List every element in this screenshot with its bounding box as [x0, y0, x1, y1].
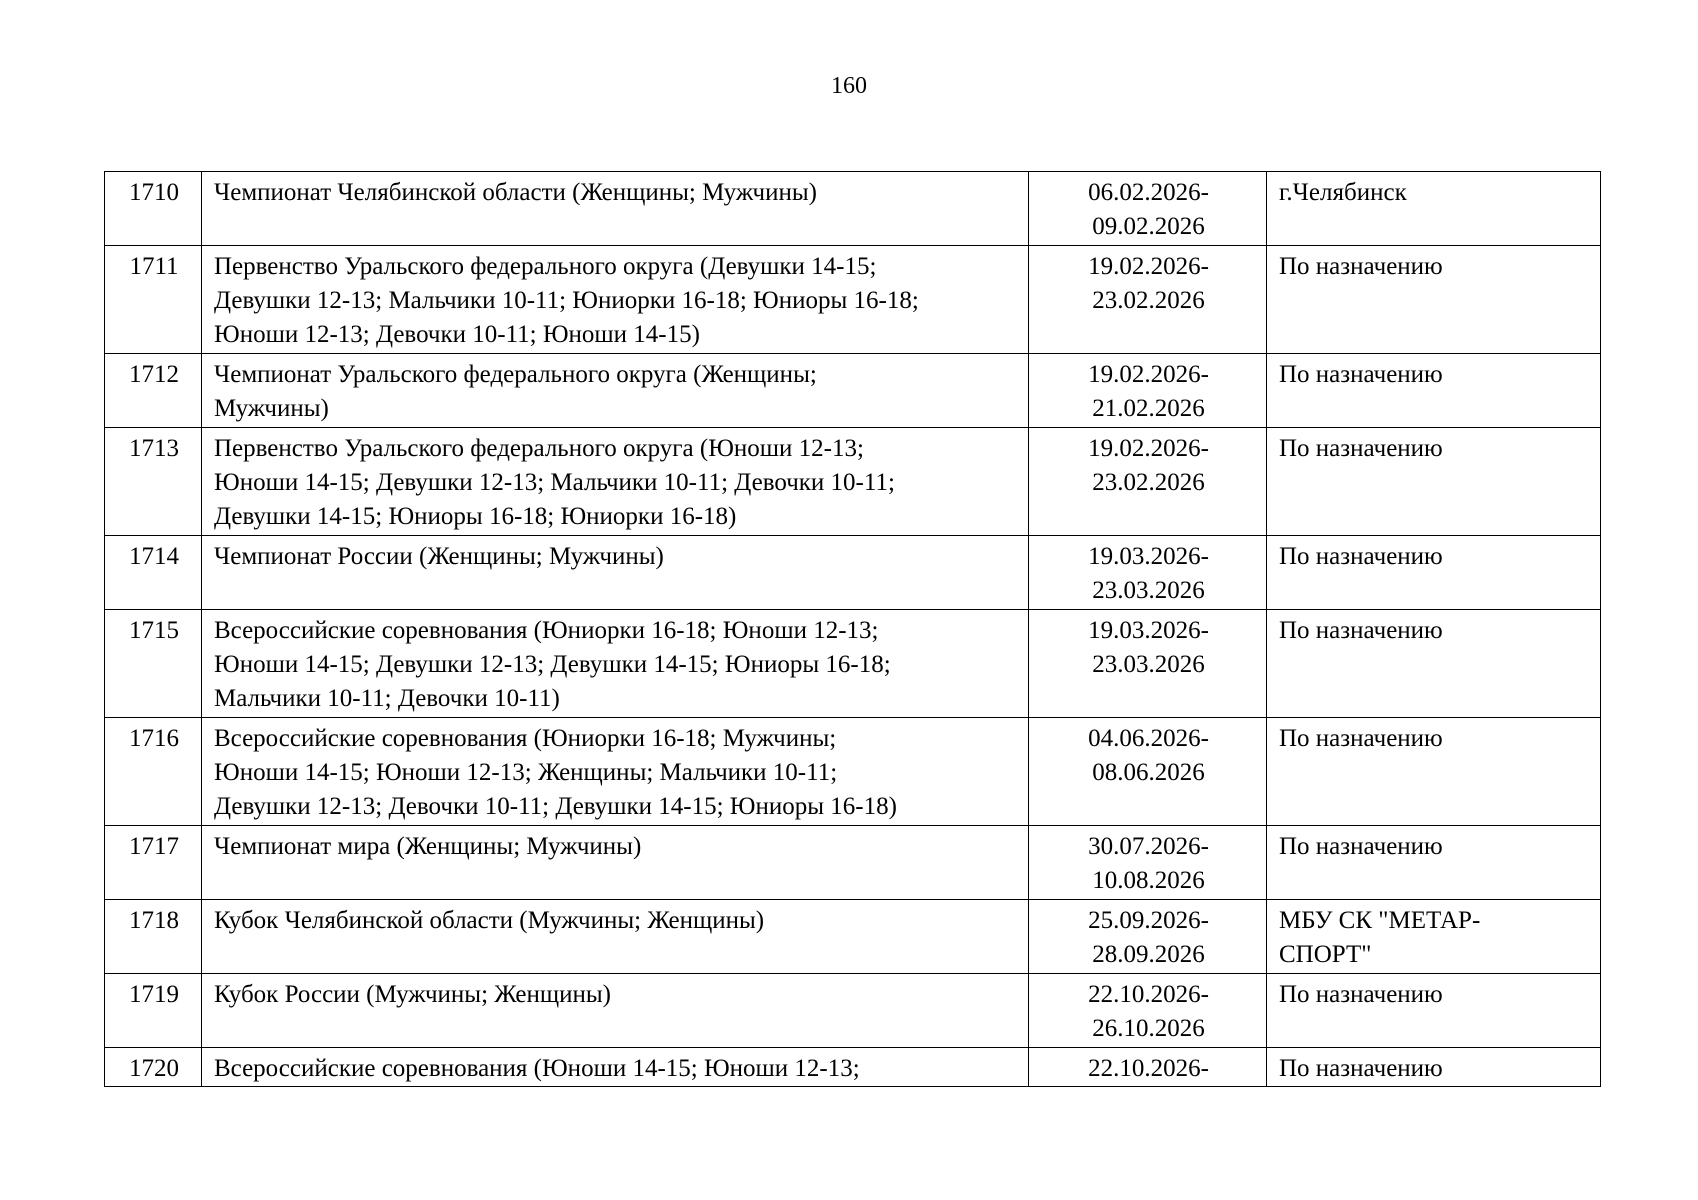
event-place-line: По назначению	[1279, 435, 1443, 462]
event-dates-line: 06.02.2026-	[1088, 179, 1209, 206]
table-row	[105, 974, 1601, 1048]
event-place	[1267, 354, 1601, 428]
event-dates	[1029, 246, 1267, 354]
event-name-line: Чемпионат мира (Женщины; Мужчины)	[214, 833, 642, 860]
event-number: 1717	[105, 826, 202, 900]
event-place-line: По назначению	[1279, 725, 1443, 752]
event-dates	[1029, 974, 1267, 1048]
event-number: 1715	[105, 610, 202, 718]
event-dates-line: 30.07.2026-	[1088, 833, 1209, 860]
event-dates	[1029, 536, 1267, 610]
event-name-line: Юноши 14-15; Юноши 12-13; Женщины; Мальчики 10-11;	[214, 759, 838, 786]
event-name	[202, 354, 1029, 428]
event-number: 1719	[105, 974, 202, 1048]
events-table	[104, 171, 1601, 1087]
event-dates	[1029, 172, 1267, 246]
event-place-line: г.Челябинск	[1279, 179, 1407, 206]
event-place	[1267, 536, 1601, 610]
event-dates-line: 19.02.2026-	[1088, 435, 1209, 462]
event-name-line: Юноши 14-15; Девушки 12-13; Мальчики 10-11; Девочки 10-11;	[214, 469, 895, 496]
table-row	[105, 900, 1601, 974]
event-name	[202, 974, 1029, 1048]
table-row	[105, 172, 1601, 246]
event-number: 1716	[105, 718, 202, 826]
event-name-line: Чемпионат России (Женщины; Мужчины)	[214, 543, 664, 570]
event-place	[1267, 900, 1601, 974]
event-name-line: Первенство Уральского федерального округа (Девушки 14-15;	[214, 253, 877, 280]
event-name	[202, 826, 1029, 900]
event-dates	[1029, 826, 1267, 900]
event-name-line: Всероссийские соревнования (Юниорки 16-18; Юноши 12-13;	[214, 617, 879, 644]
event-name	[202, 428, 1029, 536]
event-place-line: МБУ СК "МЕТАР-	[1279, 907, 1481, 934]
event-dates-line: 23.03.2026	[1092, 577, 1205, 604]
event-dates-line: 23.03.2026	[1092, 651, 1205, 678]
event-name-line: Мальчики 10-11; Девочки 10-11)	[214, 685, 560, 712]
event-dates-line: 19.03.2026-	[1088, 543, 1209, 570]
event-dates-line: 09.02.2026	[1092, 213, 1205, 240]
event-dates-line: 21.02.2026	[1092, 395, 1205, 422]
event-name-line: Юноши 14-15; Девушки 12-13; Девушки 14-15; Юниоры 16-18;	[214, 651, 891, 678]
event-dates-line: 25.09.2026-	[1088, 907, 1209, 934]
event-place-line: СПОРТ"	[1279, 941, 1372, 968]
event-dates-line: 22.10.2026-	[1088, 981, 1209, 1008]
table-row	[105, 718, 1601, 826]
event-name-line: Чемпионат Уральского федерального округа (Женщины;	[214, 361, 817, 388]
event-dates	[1029, 610, 1267, 718]
event-name-line: Первенство Уральского федерального округа (Юноши 12-13;	[214, 435, 864, 462]
table-row	[105, 428, 1601, 536]
events-table-body	[105, 172, 1601, 1087]
event-number: 1718	[105, 900, 202, 974]
event-name-line: Всероссийские соревнования (Юноши 14-15; Юноши 12-13;	[214, 1055, 860, 1082]
event-name-line: Мужчины)	[214, 395, 329, 422]
event-number: 1714	[105, 536, 202, 610]
event-dates-line: 28.09.2026	[1092, 941, 1205, 968]
event-dates-line: 08.06.2026	[1092, 759, 1205, 786]
event-name-line: Всероссийские соревнования (Юниорки 16-18; Мужчины;	[214, 725, 837, 752]
event-name-line: Кубок России (Мужчины; Женщины)	[214, 981, 611, 1008]
event-name-line: Юноши 12-13; Девочки 10-11; Юноши 14-15)	[214, 321, 700, 348]
event-place	[1267, 428, 1601, 536]
event-dates	[1029, 718, 1267, 826]
event-place	[1267, 246, 1601, 354]
event-dates-line: 26.10.2026	[1092, 1015, 1205, 1042]
event-place	[1267, 172, 1601, 246]
event-name-line: Девушки 12-13; Мальчики 10-11; Юниорки 16-18; Юниоры 16-18;	[214, 287, 919, 314]
event-dates-line: 23.02.2026	[1092, 469, 1205, 496]
event-number: 1710	[105, 172, 202, 246]
event-dates-line: 22.10.2026-	[1088, 1055, 1209, 1082]
event-name	[202, 1048, 1029, 1087]
event-place-line: По назначению	[1279, 833, 1443, 860]
table-row	[105, 610, 1601, 718]
event-dates	[1029, 354, 1267, 428]
event-place	[1267, 610, 1601, 718]
event-name	[202, 536, 1029, 610]
event-number: 1712	[105, 354, 202, 428]
event-place-line: По назначению	[1279, 1055, 1443, 1082]
event-name-line: Чемпионат Челябинской области (Женщины; Мужчины)	[214, 179, 817, 206]
event-name	[202, 718, 1029, 826]
table-row	[105, 1048, 1601, 1087]
event-place-line: По назначению	[1279, 617, 1443, 644]
event-number: 1713	[105, 428, 202, 536]
event-dates-line: 23.02.2026	[1092, 287, 1205, 314]
event-name-line: Кубок Челябинской области (Мужчины; Женщины)	[214, 907, 765, 934]
event-name	[202, 172, 1029, 246]
event-dates-line: 10.08.2026	[1092, 867, 1205, 894]
event-place	[1267, 826, 1601, 900]
event-name	[202, 610, 1029, 718]
table-row	[105, 354, 1601, 428]
table-row	[105, 826, 1601, 900]
event-dates	[1029, 428, 1267, 536]
event-name	[202, 900, 1029, 974]
event-number: 1720	[105, 1048, 202, 1087]
table-row	[105, 536, 1601, 610]
event-place	[1267, 1048, 1601, 1087]
event-place-line: По назначению	[1279, 253, 1443, 280]
event-name-line: Девушки 14-15; Юниоры 16-18; Юниорки 16-18)	[214, 503, 737, 530]
event-number: 1711	[105, 246, 202, 354]
event-dates-line: 04.06.2026-	[1088, 725, 1209, 752]
table-row	[105, 246, 1601, 354]
event-place-line: По назначению	[1279, 981, 1443, 1008]
event-dates-line: 19.03.2026-	[1088, 617, 1209, 644]
event-place	[1267, 718, 1601, 826]
event-dates-line: 19.02.2026-	[1088, 361, 1209, 388]
event-dates	[1029, 900, 1267, 974]
event-dates-line: 19.02.2026-	[1088, 253, 1209, 280]
event-place	[1267, 974, 1601, 1048]
event-name-line: Девушки 12-13; Девочки 10-11; Девушки 14-15; Юниоры 16-18)	[214, 793, 897, 820]
event-dates	[1029, 1048, 1267, 1087]
event-place-line: По назначению	[1279, 543, 1443, 570]
page-number: 160	[831, 73, 867, 99]
event-place-line: По назначению	[1279, 361, 1443, 388]
event-name	[202, 246, 1029, 354]
